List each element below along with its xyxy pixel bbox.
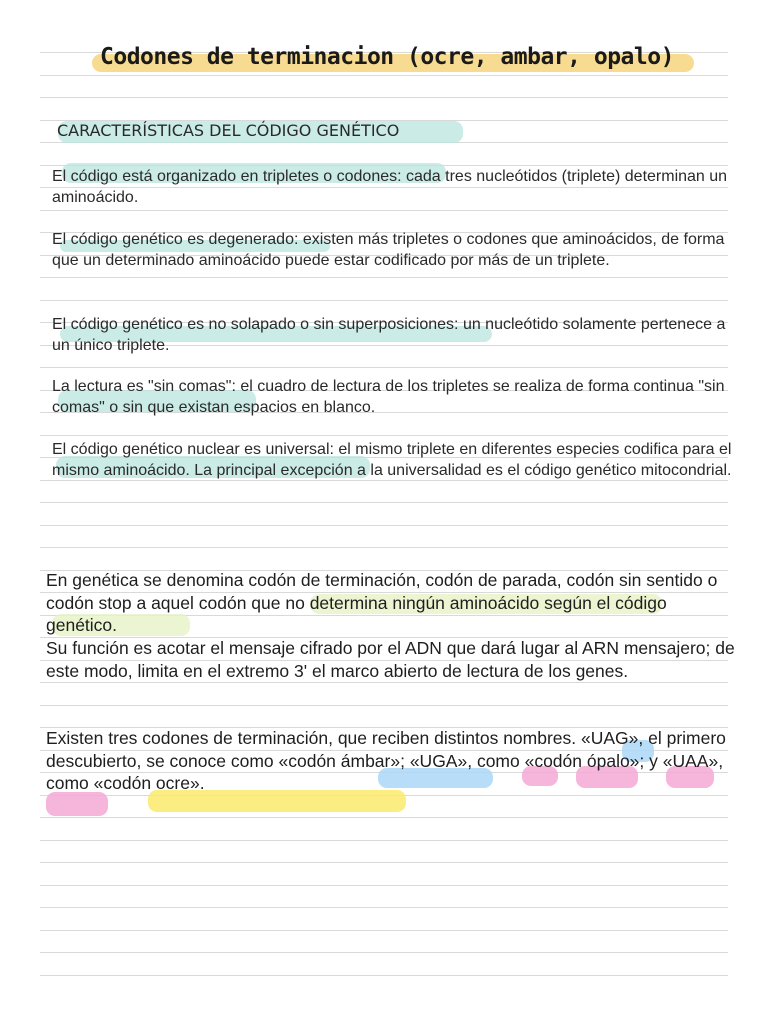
page-title: Codones de terminacion (ocre, ambar, opalo) (100, 44, 674, 70)
characteristic-item: La lectura es "sin comas": el cuadro de lectura de los tripletes se realiza de forma continua "sin comas" o sin que existan espacios en blanco. (52, 378, 725, 416)
ruled-lines (40, 0, 728, 1024)
characteristic-item: El código genético nuclear es universal: el mismo triplete en diferentes especies codifica para el mismo aminoácido. La principal excepción a la universalidad es el código genético mitocondrial. (52, 441, 732, 479)
characteristic-item: El código genético es no solapado o sin superposiciones: un nucleótido solamente pertenece a un único triplete. (52, 316, 726, 354)
codons-paragraph: Existen tres codones de terminación, que reciben distintos nombres. «UAG», el primero descubierto, se conoce como «codón ámbar»; «UGA», como «codón ópalo»; y «UAA», como «codón ocre». (46, 728, 726, 793)
characteristic-item: El código está organizado en tripletes o codones: cada tres nucleótidos (triplete) determinan un aminoácido. (52, 168, 728, 206)
highlight-opalo (46, 792, 108, 816)
definition-paragraph: En genética se denomina codón de terminación, codón de parada, codón sin sentido o codón stop a aquel codón que no determina ningún aminoácido según el código genético. (46, 570, 718, 635)
characteristic-item: El código genético es degenerado: existen más tripletes o codones que aminoácidos, de forma que un determinado aminoácido puede estar codificado por más de un triplete. (52, 231, 725, 269)
function-paragraph: Su función es acotar el mensaje cifrado por el ADN que dará lugar al ARN mensajero; de este modo, limita en el extremo 3' el marco abierto de lectura de los genes. (46, 638, 735, 681)
section-heading: CARACTERÍSTICAS DEL CÓDIGO GENÉTICO (57, 121, 400, 140)
